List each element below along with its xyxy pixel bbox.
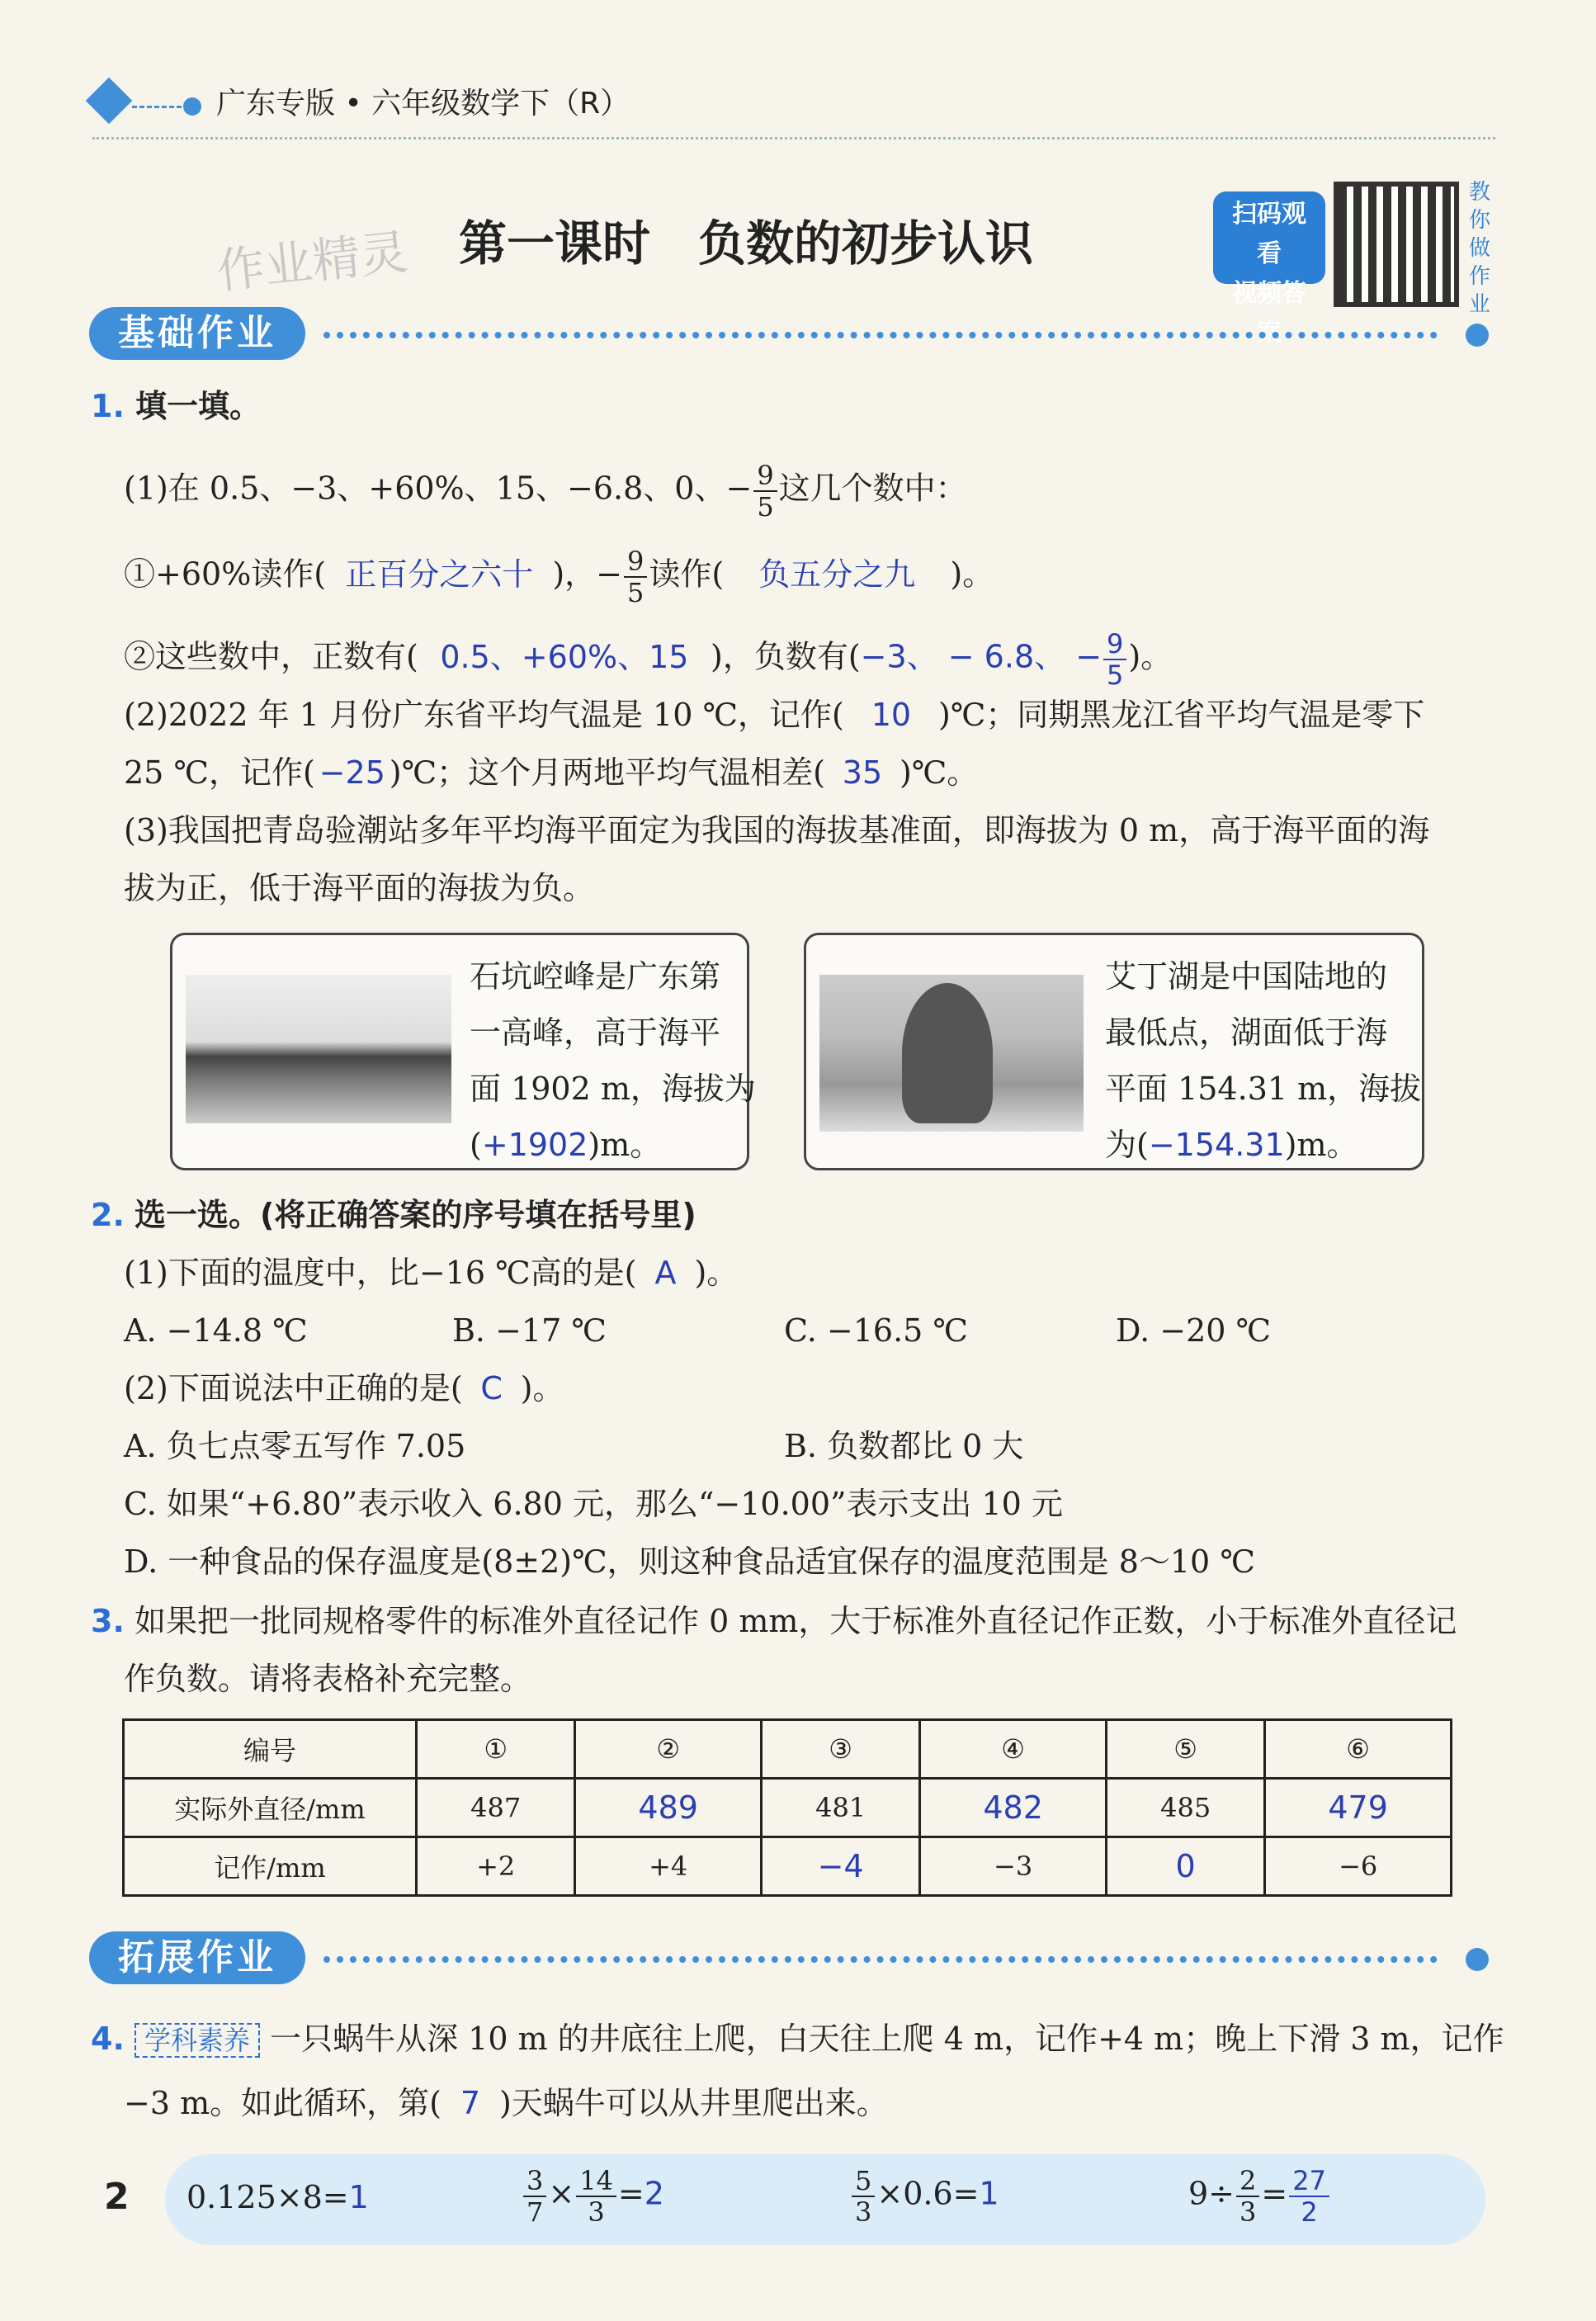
q1-p1b-answer[interactable]: 0.5、+60%、15: [440, 638, 689, 675]
table-cell: 485: [1106, 1779, 1264, 1837]
q2-s2: [124, 1370, 564, 1408]
qr-badge[interactable]: [1213, 191, 1325, 347]
table-header-cell: 编号: [124, 1720, 417, 1779]
table-header-cell: ⑤: [1106, 1720, 1264, 1779]
lesson-title: 第一课时 负数的初步认识: [459, 215, 1034, 272]
q1-number: 1.: [91, 388, 125, 424]
table-header-cell: ②: [575, 1720, 762, 1779]
section-basic-end-dot: [1466, 324, 1489, 347]
info-box-line: 平面 154.31 m，海拔: [1105, 1071, 1422, 1107]
table-header-cell: ③: [761, 1720, 919, 1779]
q2-s1-option-a[interactable]: A. −14.8 ℃: [124, 1312, 308, 1349]
section-extended-label: 拓展作业: [89, 1931, 305, 1984]
info-box-line: 艾丁湖是中国陆地的: [1105, 958, 1388, 995]
q2-s2-end: )。: [520, 1370, 564, 1406]
qr-side-char: 你: [1468, 208, 1490, 233]
fraction-denominator: 5: [627, 577, 645, 608]
stone-shape: [902, 983, 993, 1123]
q1-lake-answer[interactable]: −154.31: [1148, 1127, 1285, 1163]
qr-badge-line1: 扫码观看: [1232, 200, 1306, 268]
q1-p2-answer3[interactable]: 35: [842, 754, 883, 791]
mountain-photo: [186, 975, 451, 1123]
q1-p3-line1: (3)我国把青岛验潮站多年平均海平面定为我国的海拔基准面，即海拔为 0 m，高于海平面的海: [124, 812, 1430, 849]
qr-side-char: 作: [1468, 264, 1490, 289]
q2-s2-option-c[interactable]: C. 如果“+6.80”表示收入 6.80 元，那么“−10.00”表示支出 10 元: [124, 1486, 1063, 1522]
table-cell: +4: [575, 1837, 762, 1896]
info-box-line: [1105, 1117, 1421, 1173]
table-cell: 487: [417, 1779, 575, 1837]
q1-p1a-end: )。: [950, 555, 994, 593]
info-box-suffix: )m。: [1284, 1127, 1358, 1163]
q2-s1-option-d[interactable]: D. −20 ℃: [1116, 1312, 1272, 1349]
q4-number: 4.: [91, 2021, 125, 2057]
table-answer-cell[interactable]: 479: [1265, 1779, 1452, 1837]
q1-p1b-prefix: ②这些数中，正数有(: [124, 638, 418, 675]
info-box-line: [470, 1117, 756, 1173]
info-box-line: 石坑崆峰是广东第: [470, 958, 721, 995]
header-rule: [92, 137, 1495, 139]
footer-answer[interactable]: 1: [348, 2179, 369, 2215]
footer-fraction: [852, 2165, 875, 2228]
q1-p2-line2: [124, 754, 978, 792]
q1-p1a-mid: )，−: [552, 555, 622, 593]
footer-answer-fraction[interactable]: [1289, 2165, 1329, 2228]
table-answer-cell[interactable]: 482: [920, 1779, 1107, 1837]
footer-operator: ×: [548, 2175, 575, 2212]
q4-text: 一只蜗牛从深 10 m 的井底往上爬，白天往上爬 4 m，记作+4 m；晚上下滑 3 m，记作: [270, 2021, 1504, 2057]
table-header-cell: ④: [920, 1720, 1107, 1779]
q1-p2-answer2[interactable]: −25: [319, 754, 385, 791]
footer-expression: ×0.6=: [876, 2175, 980, 2212]
fraction-denominator: 3: [855, 2196, 872, 2228]
header-title: 广东专版 • 六年级数学下（R）: [216, 87, 630, 121]
q2-number: 2.: [91, 1197, 125, 1233]
footer-fraction: [1236, 2165, 1259, 2228]
q1-p2-text: )℃。: [899, 754, 979, 791]
fraction-denominator: 3: [1239, 2196, 1257, 2228]
q1-p2-text: )℃；这个月两地平均气温相差(: [389, 754, 825, 791]
q1-p1a-fraction: [624, 548, 647, 606]
fraction-numerator: 2: [1236, 2167, 1259, 2197]
footer-exercise-2: [522, 2165, 664, 2228]
section-basic-divider: [323, 332, 1438, 338]
q4-line1: [91, 2021, 1504, 2059]
q1-p1-prefix: (1)在 0.5、−3、+60%、15、−6.8、0、−: [124, 470, 753, 507]
info-box-prefix: (: [470, 1127, 482, 1163]
footer-exercise-4: [1188, 2165, 1331, 2228]
page-number: 2: [104, 2176, 130, 2218]
q1-p1a-answer2[interactable]: 负五分之九: [758, 555, 916, 593]
footer-answer[interactable]: 2: [644, 2175, 664, 2212]
section-extended-end-dot: [1466, 1948, 1489, 1971]
q2-heading: [91, 1197, 696, 1235]
q2-s2-option-d[interactable]: D. 一种食品的保存温度是(8±2)℃，则这种食品适宜保存的温度范围是 8～10 ℃: [124, 1543, 1255, 1580]
q1-p1-suffix: 这几个数中：: [778, 470, 967, 507]
q1-p1a-mid2: 读作(: [649, 555, 725, 593]
q3-text: 如果把一批同规格零件的标准外直径记作 0 mm，大于标准外直径记作正数，小于标准外直径记: [134, 1603, 1457, 1639]
info-box-prefix: 为(: [1105, 1127, 1149, 1163]
q1-p1b-end: )。: [1128, 638, 1173, 675]
info-box-line: 最低点，湖面低于海: [1105, 1014, 1388, 1051]
q1-p1a-prefix: ①+60%读作(: [124, 555, 327, 593]
fraction-numerator: 14: [576, 2167, 616, 2197]
q2-s1-option-b[interactable]: B. −17 ℃: [452, 1312, 607, 1349]
footer-operator: =: [1261, 2175, 1288, 2212]
fraction-denominator: 3: [588, 2196, 605, 2228]
q1-p1: [124, 462, 967, 520]
q1-p2-text: (2)2022 年 1 月份广东省平均气温是 10 ℃，记作(: [124, 697, 844, 733]
q2-s1-option-c[interactable]: C. −16.5 ℃: [784, 1312, 968, 1349]
info-box-lake-text: [1105, 948, 1421, 1173]
q3-number: 3.: [91, 1603, 125, 1639]
section-extended-divider: [323, 1956, 1438, 1963]
header-diamond-icon: [86, 78, 133, 125]
table-cell: 481: [761, 1779, 919, 1837]
table-row: [124, 1720, 1452, 1779]
q1-peak-answer[interactable]: +1902: [481, 1127, 588, 1163]
q3-line1: [91, 1603, 1457, 1641]
fraction-denominator: 2: [1301, 2196, 1318, 2228]
info-box-peak-text: [470, 948, 756, 1173]
q2-s1-end: )。: [694, 1255, 739, 1291]
q1-p1b-answer2[interactable]: −3、 − 6.8、 −: [860, 638, 1103, 675]
q3-line2: 作负数。请将表格补充完整。: [124, 1661, 532, 1697]
q4-line2: [124, 2085, 888, 2123]
q1-p1a-answer[interactable]: 正百分之六十: [345, 555, 534, 593]
footer-fraction: [576, 2165, 616, 2228]
table-row: [124, 1779, 1452, 1837]
footer-operator: =: [617, 2175, 645, 2212]
info-box-line: 一高峰，高于海平: [470, 1014, 721, 1051]
q2-s2-answer[interactable]: C: [480, 1370, 503, 1406]
header-line: [132, 106, 182, 108]
fraction-denominator: 7: [526, 2196, 544, 2228]
q1-p2-text: 25 ℃，记作(: [124, 754, 315, 791]
fraction-numerator: 9: [1103, 631, 1126, 660]
header-dot-icon: [183, 97, 201, 116]
q2-s2-prefix: (2)下面说法中正确的是(: [124, 1370, 463, 1406]
table-row-label: 实际外直径/mm: [124, 1779, 417, 1837]
q2-s1-prefix: (1)下面的温度中，比−16 ℃高的是(: [124, 1255, 637, 1291]
q4-tag: 学科素养: [135, 2023, 260, 2058]
qr-side-char: 业: [1468, 292, 1490, 317]
q1-title: 填一填。: [135, 388, 262, 424]
info-box-suffix: )m。: [588, 1127, 662, 1163]
qr-badge-line2: 视频答案: [1232, 279, 1306, 347]
table-header-cell: ①: [417, 1720, 575, 1779]
info-box-peak: [170, 933, 756, 1170]
q1-p2-text: )℃；同期黑龙江省平均气温是零下: [937, 697, 1425, 733]
fraction-denominator: 5: [757, 491, 774, 522]
q2-title: 选一选。(将正确答案的序号填在括号里): [134, 1197, 696, 1233]
fraction-numerator: 27: [1289, 2167, 1329, 2197]
table-header-cell: ⑥: [1265, 1720, 1452, 1779]
q1-p1b: [124, 628, 1173, 691]
q4-text: −3 m。如此循环，第(: [124, 2085, 441, 2121]
qr-code-icon[interactable]: [1334, 182, 1459, 307]
fraction-denominator: 5: [1107, 659, 1124, 691]
footer-expression: 0.125×8=: [187, 2179, 349, 2215]
q4-answer[interactable]: 7: [460, 2085, 481, 2121]
table-answer-cell[interactable]: 0: [1106, 1837, 1264, 1896]
q1-p3-line2: 拔为正，低于海平面的海拔为负。: [124, 870, 595, 906]
footer-expression: 9÷: [1188, 2175, 1235, 2212]
footer-fraction: [523, 2165, 546, 2228]
info-box-line: 面 1902 m，海拔为: [470, 1071, 756, 1107]
q1-p2-answer1[interactable]: 10: [871, 697, 912, 733]
q1-p1-fraction: [753, 462, 777, 520]
qr-side-text: [1466, 178, 1494, 319]
q1-p2-line1: [124, 697, 1424, 735]
q1-p1b-fraction: [1103, 628, 1126, 691]
table-cell: −6: [1265, 1837, 1452, 1896]
table-answer-cell[interactable]: 489: [575, 1779, 762, 1837]
q2-s1: [124, 1255, 738, 1293]
q1-p1a: [124, 548, 994, 606]
watermark: 作业精灵: [214, 224, 411, 300]
q2-s2-option-a[interactable]: A. 负七点零五写作 7.05: [124, 1428, 466, 1464]
qr-side-char: 做: [1468, 236, 1490, 261]
section-basic-label: 基础作业: [89, 307, 305, 360]
table-answer-cell[interactable]: −4: [761, 1837, 919, 1896]
info-box-lake: [804, 933, 1424, 1170]
q1-p1b-mid: )，负数有(: [711, 638, 861, 675]
fraction-numerator: 5: [852, 2167, 875, 2197]
footer-exercise-3: [850, 2165, 999, 2228]
fraction-numerator: 3: [523, 2167, 546, 2197]
table-row-label: 记作/mm: [124, 1837, 417, 1896]
qr-side-char: 教: [1468, 180, 1490, 205]
table-cell: +2: [417, 1837, 575, 1896]
q3-table: [122, 1718, 1452, 1897]
q2-s2-option-b[interactable]: B. 负数都比 0 大: [784, 1428, 1024, 1464]
footer-exercise-1: [187, 2179, 369, 2217]
fraction-numerator: 9: [753, 462, 777, 492]
lake-stone-photo: [819, 975, 1084, 1132]
q4-text: )天蜗牛可以从井里爬出来。: [498, 2085, 888, 2121]
q2-s1-answer[interactable]: A: [654, 1255, 677, 1291]
q1-heading: [91, 388, 261, 426]
fraction-numerator: 9: [624, 548, 647, 578]
table-cell: −3: [920, 1837, 1107, 1896]
footer-answer[interactable]: 1: [979, 2175, 999, 2212]
table-row: [124, 1837, 1452, 1896]
